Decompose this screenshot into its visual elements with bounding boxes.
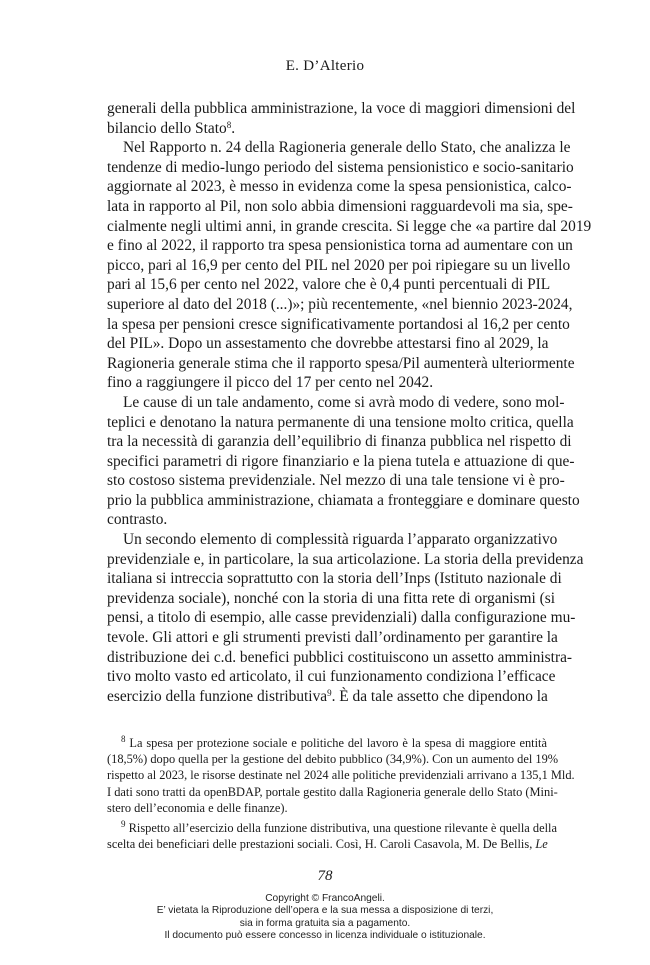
- footnote-8-line: (18,5%) dopo quella per la gestione del debito pubblico (34,9%). Con un aumento del 19%: [107, 752, 559, 767]
- text-line: Nel Rapporto n. 24 della Ragioneria generale dello Stato, che analizza le: [123, 139, 571, 157]
- text-line: la spesa per pensioni cresce significativamente portandosi al 16,2 per cento: [107, 315, 570, 333]
- text-line: aggiornate al 2023, è messo in evidenza come la spesa pensionistica, calco-: [107, 178, 572, 196]
- text-line: fino a raggiungere il picco del 17 per cento nel 2042.: [107, 374, 434, 392]
- text-line: Le cause di un tale andamento, come si avrà modo di vedere, sono mol-: [123, 393, 565, 411]
- footnote-9-number: 9: [121, 818, 126, 829]
- text-line: previdenza sociale), nonché con la storia di una fitta rete di organismi (si: [107, 589, 556, 607]
- text-line: del PIL». Dopo un assestamento che dovrebbe attestarsi fino al 2029, la: [107, 335, 549, 353]
- copyright-notice: [0, 893, 650, 943]
- footnote-ref-9[interactable]: 9: [327, 687, 332, 698]
- footnote-ref-8[interactable]: 8: [226, 119, 232, 130]
- text-line: Un secondo elemento di complessità riguarda l’apparato organizzativo: [123, 531, 558, 549]
- text-line: specifici parametri di rigore finanziario e la piena tutela e attuazione di que-: [107, 452, 575, 470]
- text-line: prio la pubblica amministrazione, chiamata a fronteggiare e dominare questo: [107, 491, 580, 509]
- text-line: pari al 15,6 per cento nel 2022, valore che è 0,4 punti percentuali di PIL: [107, 276, 551, 294]
- text-line: contrasto.: [107, 511, 168, 529]
- text-line: Ragioneria generale stima che il rapporto spesa/Pil aumenterà ulteriormente: [107, 354, 575, 372]
- footnote-8-number: 8: [121, 734, 126, 744]
- footnote-8-line: I dati sono tratti da openBDAP, portale gestito dalla Ragioneria generale dello Stato (Mini-: [107, 784, 558, 799]
- text-line: pensi, a titolo di esempio, alle casse previdenziali) dalla configurazione mu-: [107, 609, 576, 627]
- text-line: tevole. Gli attori e gli strumenti previsti dall’ordinamento per garantire la: [107, 629, 558, 647]
- copyright-line: Copyright © FrancoAngeli.: [265, 893, 385, 904]
- text-line: tendenze di medio-lungo periodo del sistema pensionistico e socio-sanitario: [107, 158, 574, 176]
- text-line: tra la necessità di garanzia dell’equilibrio di finanza pubblica nel rispetto di: [107, 433, 572, 451]
- copyright-line: E’ vietata la Riproduzione dell’opera e la sua messa a disposizione di terzi,: [156, 905, 494, 917]
- footnote-8-line: stero dell’economia e delle finanze).: [107, 800, 288, 815]
- footnote-9-line: scelta dei beneficiari delle prestazioni sociali. Così, H. Caroli Casavola, M. De Bellis, Le: [107, 837, 548, 852]
- copyright-line: sia in forma gratuita sia a pagamento.: [239, 917, 411, 929]
- text-line: previdenziale e, in particolare, la sua articolazione. La storia della previdenza: [107, 550, 584, 568]
- text-line: tivo molto vasto ed articolato, il cui funzionamento condiziona l’efficace: [107, 668, 556, 686]
- text-line: picco, pari al 16,9 per cento del PIL nel 2020 per poi ripiegare su un livello: [107, 256, 571, 274]
- page-number: 78: [317, 868, 333, 884]
- text-line: generali della pubblica amministrazione, la voce di maggiori dimensioni del: [107, 100, 576, 117]
- text-line: distribuzione dei c.d. benefici pubblici costituiscono un assetto amministra-: [107, 648, 573, 666]
- text-line: e fino al 2022, il rapporto tra spesa pensionistica torna ad aumentare con un: [107, 237, 573, 255]
- text-line: teplici e denotano la natura permanente di una tensione molto critica, quella: [107, 413, 574, 431]
- copyright-line: Il documento può essere concesso in licenza individuale o istituzionale.: [164, 930, 486, 942]
- footnotes: [107, 734, 575, 852]
- main-text: [107, 99, 592, 706]
- text-line: sto costoso sistema previdenziale. Nel mezzo di una tale tensione vi è pro-: [107, 472, 565, 490]
- text-line: lata in rapporto al Pil, non solo abbia dimensioni ragguardevoli ma sia, spe-: [107, 197, 573, 215]
- text-line: italiana si intreccia soprattutto con la storia dell’Inps (Istituto nazionale di: [107, 570, 562, 588]
- running-head: E. D’Alterio: [285, 58, 365, 74]
- text-line: cialmente negli ultimi anni, in grande crescita. Si legge che «a partire dal 2019: [107, 217, 592, 235]
- footnote-8-line: $^8$ La spesa per protezione sociale e politiche del lavoro è la spesa di maggiore entità: [121, 734, 547, 750]
- text-line: superiore al dato del 2018 (...)»; più recentemente, «nel biennio 2023-2024,: [107, 295, 573, 313]
- text-line: esercizio della funzione distributiva$^9$. È da tale assetto che dipendono la: [107, 687, 548, 705]
- footnote-8-line: rispetto al 2023, le risorse destinate nel 2024 alle politiche previdenziali arrivano a 135,1 Mld.: [107, 768, 575, 783]
- footnote-9-line: $^9$ Rispetto all’esercizio della funzione distributiva, una questione rilevante è quella della: [121, 818, 557, 835]
- text-line: bilancio dello Stato$^8$.: [107, 119, 236, 137]
